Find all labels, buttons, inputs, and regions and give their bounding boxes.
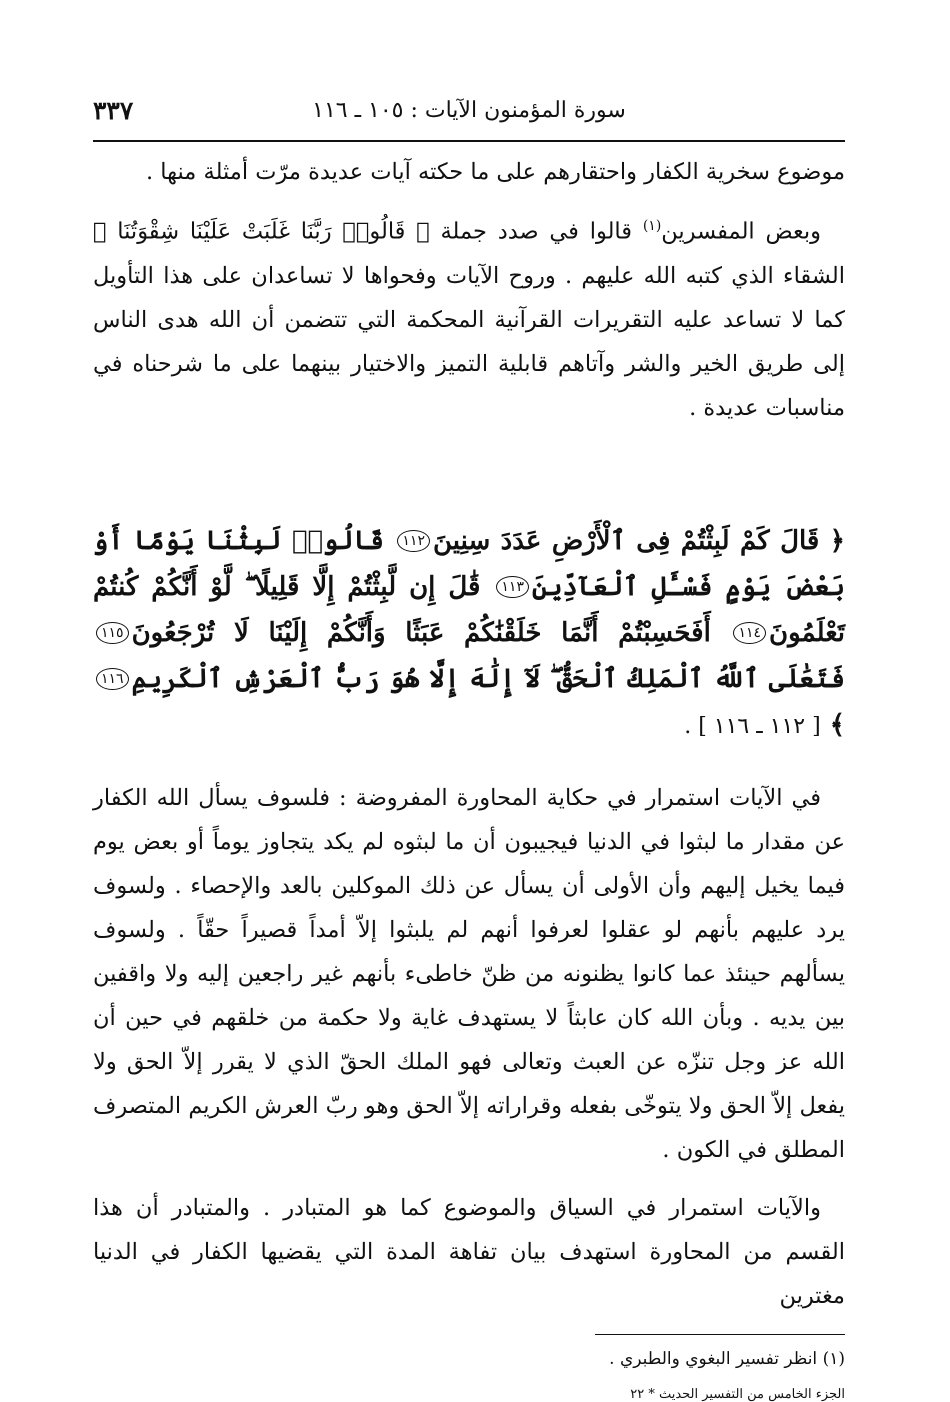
ayah-number-marker: ١١٤ bbox=[733, 622, 766, 644]
quran-verses-block bbox=[93, 518, 845, 750]
verse-113: قَالُوا۟ لَبِثْنَا يَوْمًا أَوْ بَعْضَ يَوْمٍ فَسْـَٔلِ ٱلْعَآدِّينَ bbox=[93, 525, 846, 602]
footnote-text: انظر تفسير البغوي والطبري . bbox=[609, 1348, 818, 1369]
footnote-divider bbox=[595, 1334, 845, 1335]
page-header bbox=[93, 90, 845, 142]
footnote-number: (١) bbox=[822, 1348, 845, 1369]
paragraph-interpreters-rest: قالوا في صدد جملة ﴿ قَالُوا۟ رَبَّنَا غَلَبَتْ عَلَيْنَا شِقْوَتُنَا ﴾ الشقاء الذي كتبه الله عليهم . وروح الآيات وفحواها لا تساعدان على هذا التأويل كما لا تساعد عليه التقريرات القرآنية المحكمة التي تتضمن أن الله هدى الناس إلى طريق الخير والشر وآتاهم قابلية التميز والاختيار بينهما على ما شرحناه في مناسبات عديدة . bbox=[93, 218, 845, 421]
paragraph-interpreters bbox=[93, 204, 845, 430]
footnote-1 bbox=[93, 1345, 845, 1373]
verse-114: قَٰلَ إِن لَّبِثْتُمْ إِلَّا قَلِيلًا ۖ لَّوْ أَنَّكُمْ كُنتُمْ تَعْلَمُونَ bbox=[93, 571, 845, 648]
footnote-ref-1: (١) bbox=[642, 218, 662, 234]
running-title: سورة المؤمنون الآيات : ١٠٥ ـ ١١٦ bbox=[312, 98, 626, 123]
verse-116: فَتَعَٰلَى ٱللَّهُ ٱلْمَلِكُ ٱلْحَقُّ ۖ لَآ إِلَٰهَ إِلَّا هُوَ رَبُّ ٱلْعَرْشِ ٱلْكَرِيمِ bbox=[131, 663, 845, 694]
page-number: ٣٣٧ bbox=[93, 96, 134, 125]
ayah-number-marker: ١١٣ bbox=[496, 576, 529, 598]
paragraph-interpreters-start: وبعض المفسرين bbox=[661, 218, 821, 245]
verse-115: أَفَحَسِبْتُمْ أَنَّمَا خَلَقْنَٰكُمْ عَبَثًا وَأَنَّكُمْ إِلَيْنَا لَا تُرْجَعُونَ bbox=[131, 617, 711, 648]
ornate-bracket-close: ﴾ bbox=[829, 709, 845, 740]
paragraph-context: والآيات استمرار في السياق والموضوع كما هو المتبادر . والمتبادر أن هذا القسم من المحاورة استهدف بيان تفاهة المدة التي يقضيها الكفار في الدنيا مغترين bbox=[93, 1194, 845, 1309]
document-page bbox=[93, 90, 846, 1402]
ayah-number-marker: ١١٦ bbox=[96, 668, 129, 690]
verse-112: قَالَ كَمْ لَبِثْتُمْ فِى ٱلْأَرْضِ عَدَدَ سِنِينَ bbox=[432, 525, 820, 556]
printer-signature: الجزء الخامس من التفسير الحديث * ٢٢ bbox=[630, 1386, 845, 1402]
ayah-number-marker: ١١٥ bbox=[96, 622, 129, 644]
paragraph-commentary: في الآيات استمرار في حكاية المحاورة المفروضة : فلسوف يسأل الله الكفار عن مقدار ما لبثوا في الدنيا فيجيبون أن ما لبثوه لم يكد يتجاوز يوماً أو بعض يوم فيما يخيل إليهم وأن الأولى أن يسأل عن ذلك الموكلين بالعد والإحصاء . ولسوف يرد عليهم بأنهم لو عقلوا لعرفوا أنهم لم يلبثوا إلاّ أمداً قصيراً حقّاً . ولسوف يسألهم حينئذ عما كانوا يظنونه من ظنّ خاطىء بأنهم غير راجعين إليه ولا واقفين بين يديه . وبأن الله كان عابثاً لا يستهدف غاية ولا حكمة من خلقهم في حين أن الله عز وجل تنزّه عن العبث وتعالى فهو الملك الحقّ الذي لا يقرر إلاّ الحق ولا يفعل إلاّ الحق ولا يتوخّى بفعله وقراراته إلاّ الحق وهو ربّ العرش الكريم المتصرف المطلق في الكون . bbox=[93, 784, 845, 1163]
paragraph-continuation: موضوع سخرية الكفار واحتقارهم على ما حكته آيات عديدة مرّت أمثلة منها . bbox=[145, 159, 845, 185]
ornate-bracket-open: ﴿ bbox=[829, 525, 845, 556]
ayah-number-marker: ١١٢ bbox=[397, 530, 430, 552]
verse-reference: [ ١١٢ ـ ١١٦ ] . bbox=[684, 713, 821, 739]
